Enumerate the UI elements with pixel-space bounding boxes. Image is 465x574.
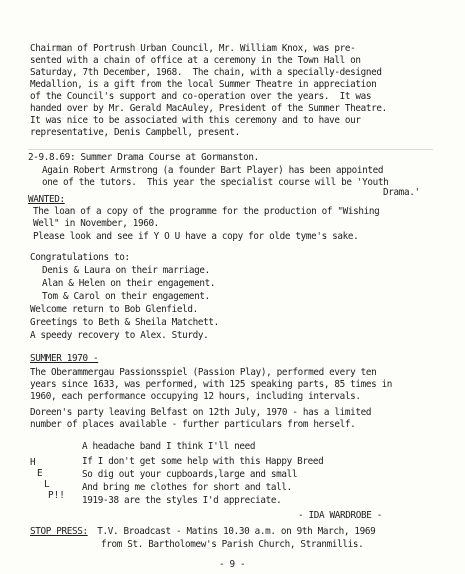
chairman-line: Medallion, is a gift from the local Summer Theatre in appreciation — [30, 79, 377, 90]
section-divider — [28, 149, 433, 150]
chairman-line: of the Council's support and co-operation over the years. It was — [30, 91, 372, 102]
chairman-line: Chairman of Portrush Urban Council, Mr. William Knox, was pre- — [30, 43, 356, 54]
congratulations-item: Denis & Laura on their marriage. — [42, 265, 210, 276]
help-letter: E — [37, 468, 43, 479]
greeting-line: A speedy recovery to Alex. Sturdy. — [30, 330, 209, 341]
summer-heading: SUMMER 1970 - — [30, 353, 99, 364]
greeting-line: Greetings to Beth & Sheila Matchett. — [30, 317, 219, 328]
wanted-label: WANTED: — [28, 194, 65, 205]
congratulations-heading: Congratulations to: — [30, 252, 130, 263]
chairman-line: representative, Denis Campbell, present. — [30, 127, 240, 138]
page-number: - 9 - — [219, 559, 246, 570]
verse-line: 1919-38 are the styles I'd appreciate. — [82, 495, 282, 506]
chairman-line: Saturday, 7th December, 1968. The chain, with a specially-designed — [30, 67, 382, 78]
verse-line: If I don't get some help with this Happy Breed — [82, 456, 324, 467]
stop-press-label: STOP PRESS: — [30, 526, 88, 537]
passion-play-line: The Oberammergau Passionsspiel (Passion Play), performed every ten — [30, 367, 377, 378]
congratulations-item: Alan & Helen on their engagement. — [42, 278, 216, 289]
help-letter: L — [44, 479, 50, 490]
help-letter: P!! — [48, 490, 65, 501]
drama-course-line: one of the tutors. This year the specialist course will be 'Youth — [42, 177, 389, 188]
chairman-line: handed over by Mr. Gerald MacAuley, President of the Summer Theatre. — [30, 103, 387, 114]
stop-press-line: T.V. Broadcast - Matins 10.30 a.m. on 9th March, 1969 — [92, 526, 376, 537]
verse-line: And bring me clothes for short and tall. — [82, 482, 292, 493]
passion-play-line: years since 1633, was performed, with 125 speaking parts, 85 times in — [30, 379, 393, 390]
passion-play-line: 1960, each performance occupying 12 hours, including intervals. — [30, 391, 361, 402]
verse-line: So dig out your cupboards,large and small — [82, 469, 298, 480]
chairman-line: It was nice to be associated with this ceremony and to have our — [30, 115, 361, 126]
help-letter: H — [30, 457, 36, 468]
wanted-line: Well" in November, 1960. — [33, 218, 159, 229]
chairman-line: sented with a chain of office at a ceremony in the Town Hall on — [30, 55, 361, 66]
stop-press-line: from St. Bartholomew's Parish Church, Stranmillis. — [101, 539, 364, 550]
wardrobe-signature: - IDA WARDROBE - — [298, 510, 382, 521]
congratulations-item: Tom & Carol on their engagement. — [42, 291, 210, 302]
wanted-line: The loan of a copy of the programme for the production of "Wishing — [33, 206, 380, 217]
wanted-line: Please look and see if Y O U have a copy for olde tyme's sake. — [33, 231, 359, 242]
party-line: number of places available - further particulars from herself. — [30, 419, 356, 430]
greeting-line: Welcome return to Bob Glenfield. — [30, 304, 198, 315]
verse-line: A headache band I think I'll need — [82, 441, 256, 452]
drama-course-line: Again Robert Armstrong (a founder Bart Player) has been appointed — [42, 165, 384, 176]
drama-course-heading: 2-9.8.69: Summer Drama Course at Gormanston. — [28, 152, 259, 163]
drama-course-line: Drama.' — [383, 187, 420, 198]
party-line: Doreen's party leaving Belfast on 12th July, 1970 - has a limited — [30, 407, 372, 418]
